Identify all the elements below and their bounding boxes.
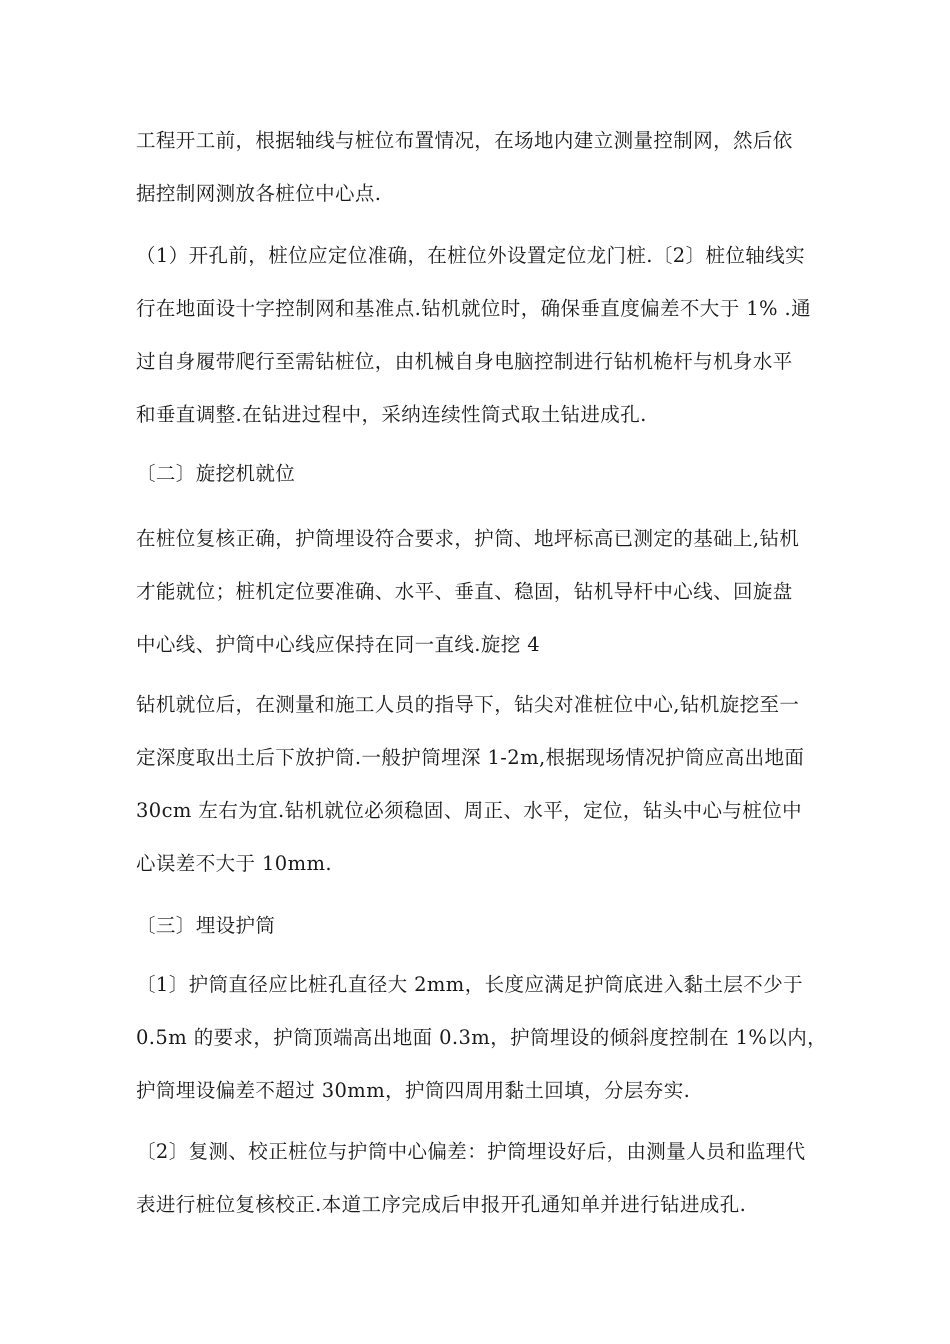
paragraph-survey-control: [136, 114, 826, 220]
paragraph-rig-alignment: [136, 512, 826, 671]
text-line: 才能就位；桩机定位要准确、水平、垂直、稳固，钻机导杆中心线、回旋盘: [136, 580, 793, 603]
text-line: 表进行桩位复核校正.本道工序完成后申报开孔通知单并进行钻进成孔.: [136, 1193, 747, 1216]
text-line: 过自身履带爬行至需钻桩位，由机械自身电脑控制进行钻机桅杆与机身水平: [136, 350, 793, 373]
text-line: 工程开工前，根据轴线与桩位布置情况，在场地内建立测量控制网，然后依: [136, 129, 793, 152]
text-line: 行在地面设十字控制网和基准点.钻机就位时，确保垂直度偏差不大于 1% .通: [136, 297, 812, 320]
text-line: 据控制网测放各桩位中心点.: [136, 182, 382, 205]
section-heading-casing: [136, 899, 826, 952]
section-heading-rig-positioning: [136, 447, 826, 500]
text-line: 和垂直调整.在钻进过程中，采纳连续性筒式取土钻进成孔.: [136, 403, 647, 426]
paragraph-recheck-correction: [136, 1125, 826, 1231]
text-line: 钻机就位后，在测量和施工人员的指导下，钻尖对准桩位中心,钻机旋挖至一: [136, 693, 800, 716]
text-line: 定深度取出土后下放护筒.一般护筒埋深 1-2m,根据现场情况护筒应高出地面: [136, 746, 805, 769]
heading-text: 〔三〕埋设护筒: [136, 914, 276, 937]
heading-text: 〔二〕旋挖机就位: [136, 462, 296, 485]
paragraph-casing-placement: [136, 678, 826, 890]
paragraph-hole-positioning: [136, 229, 826, 441]
text-line: 〔2〕复测、校正桩位与护筒中心偏差：护筒埋设好后，由测量人员和监理代: [136, 1140, 806, 1163]
text-line: 中心线、护筒中心线应保持在同一直线.旋挖 4: [136, 633, 541, 656]
text-line: 〔1〕护筒直径应比桩孔直径大 2mm，长度应满足护筒底进入黏土层不少于: [136, 973, 803, 996]
text-line: 护筒埋设偏差不超过 30mm，护筒四周用黏土回填，分层夯实.: [136, 1079, 691, 1102]
text-line: （1）开孔前，桩位应定位准确，在桩位外设置定位龙门桩.〔2〕桩位轴线实: [136, 244, 806, 267]
text-line: 30cm 左右为宜.钻机就位必须稳固、周正、水平，定位，钻头中心与桩位中: [136, 799, 803, 822]
text-line: 心误差不大于 10mm.: [136, 852, 332, 875]
text-line: 0.5m 的要求，护筒顶端高出地面 0.3m，护筒埋设的倾斜度控制在 1%以内，: [136, 1026, 828, 1049]
text-line: 在桩位复核正确，护筒埋设符合要求，护筒、地坪标高已测定的基础上,钻机: [136, 527, 800, 550]
paragraph-casing-requirements: [136, 958, 826, 1117]
